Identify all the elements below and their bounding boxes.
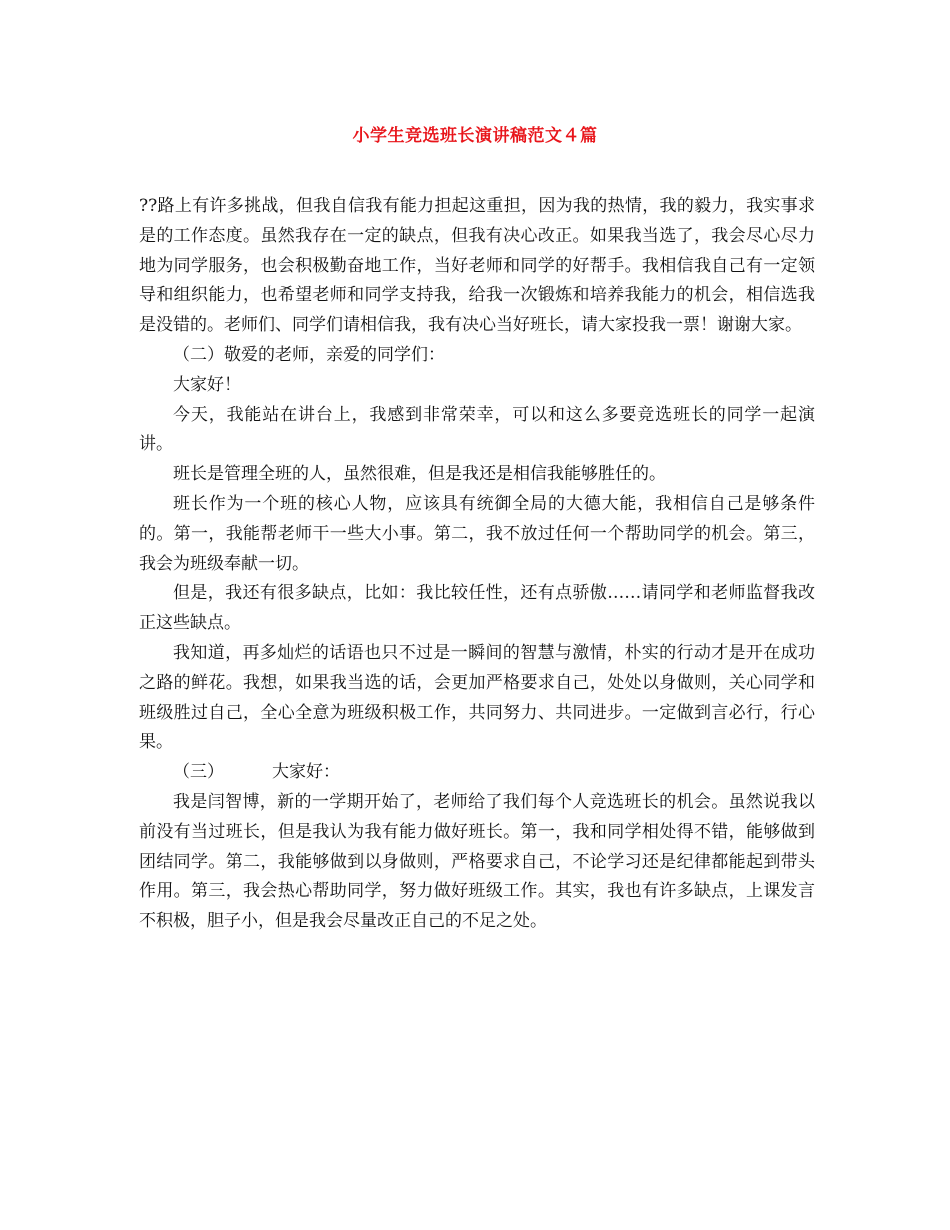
paragraph: ??路上有许多挑战，但我自信我有能力担起这重担，因为我的热情，我的毅力，我实事求是的工作态度。虽然我存在一定的缺点，但我有决心改正。如果我当选了，我会尽心尽力地为同学服务，也会积极勤奋地工作，当好老师和同学的好帮手。我相信我自己有一定领导和组织能力，也希望老师和同学支持我，给我一次锻炼和培养我能力的机会，相信选我是没错的。老师们、同学们请相信我，我有决心当好班长，请大家投我一票！谢谢大家。	[139, 196, 815, 336]
section-3-greeting: 大家好：	[272, 762, 340, 783]
section-3-label: （三）	[173, 762, 224, 783]
paragraph: 我知道，再多灿烂的话语也只不过是一瞬间的智慧与激情，朴实的行动才是开在成功之路的鲜花。我想，如果我当选的话，会更加严格要求自己，处处以身做则，关心同学和班级胜过自己，全心全意为班级积极工作，共同努力、共同进步。一定做到言必行，行心果。	[139, 642, 815, 753]
paragraph: 班长是管理全班的人，虽然很难，但是我还是相信我能够胜任的。	[173, 464, 666, 485]
paragraph: 我是闫智博，新的一学期开始了，老师给了我们每个人竞选班长的机会。虽然说我以前没有当过班长，但是我认为我有能力做好班长。第一，我和同学相处得不错，能够做到团结同学。第二，我能够做到以身做则，严格要求自己，不论学习还是纪律都能起到带头作用。第三，我会热心帮助同学，努力做好班级工作。其实，我也有许多缺点，上课发言不积极，胆子小，但是我会尽量改正自己的不足之处。	[139, 791, 815, 932]
section-2-heading: （二）敬爱的老师，亲爱的同学们：	[173, 344, 445, 365]
document-title: 小学生竞选班长演讲稿范文４篇	[352, 126, 598, 146]
paragraph: 大家好！	[173, 374, 241, 395]
paragraph: 班长作为一个班的核心人物，应该具有统御全局的大德大能，我相信自己是够条件的。第一，我能帮老师干一些大小事。第二，我不放过任何一个帮助同学的机会。第三，我会为班级奉献一切。	[139, 493, 815, 574]
paragraph: 但是，我还有很多缺点，比如：我比较任性，还有点骄傲……请同学和老师监督我改正这些缺点。	[139, 583, 815, 634]
document-body	[139, 192, 815, 937]
paragraph: 今天，我能站在讲台上，我感到非常荣幸，可以和这么多要竞选班长的同学一起演讲。	[139, 404, 815, 455]
section-3-heading	[139, 758, 815, 788]
